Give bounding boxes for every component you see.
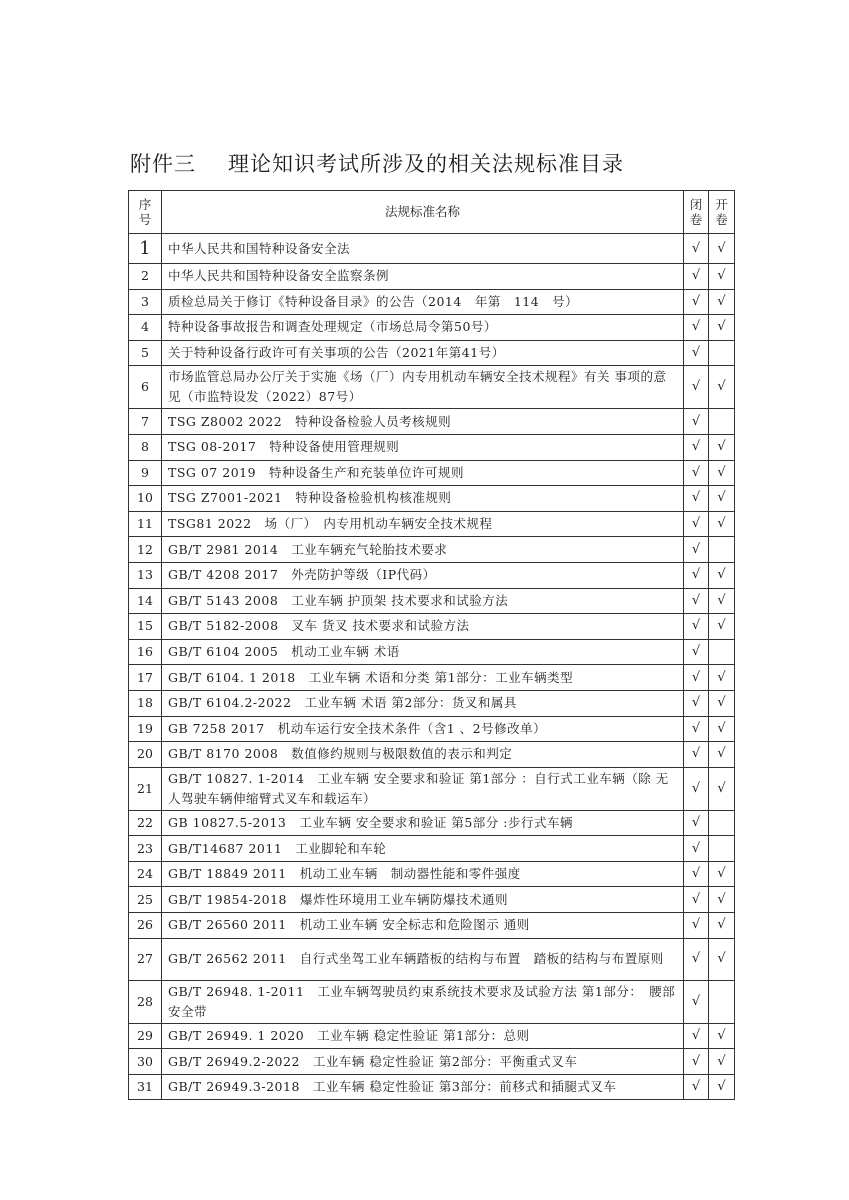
row-open-book-check: √ — [709, 1023, 735, 1049]
row-regulation-name: 特种设备事故报告和调查处理规定（市场总局令第50号） — [162, 315, 684, 341]
row-regulation-name: GB/T 18849 2011 机动工业车辆 制动器性能和零件强度 — [162, 861, 684, 887]
row-open-book-check: √ — [709, 289, 735, 315]
row-open-book-check: √ — [709, 264, 735, 290]
table-row — [129, 588, 735, 614]
row-closed-book-check: √ — [684, 767, 709, 810]
row-regulation-name: GB/T 26560 2011 机动工业车辆 安全标志和危险图示 通则 — [162, 913, 684, 939]
row-number: 12 — [129, 537, 162, 563]
row-closed-book-check: √ — [684, 887, 709, 913]
row-closed-book-check: √ — [684, 264, 709, 290]
table-row — [129, 434, 735, 460]
table-row — [129, 289, 735, 315]
row-open-book-check: √ — [709, 588, 735, 614]
header-closed-book: 闭 卷 — [684, 191, 709, 234]
row-closed-book-check: √ — [684, 289, 709, 315]
row-regulation-name: GB/T 19854-2018 爆炸性环境用工业车辆防爆技术通则 — [162, 887, 684, 913]
table-row — [129, 340, 735, 366]
row-regulation-name: TSG Z7001-2021 特种设备检验机构核准规则 — [162, 486, 684, 512]
row-open-book-check: √ — [709, 366, 735, 409]
row-number: 7 — [129, 409, 162, 435]
row-closed-book-check: √ — [684, 836, 709, 862]
row-number: 3 — [129, 289, 162, 315]
row-regulation-name: 关于特种设备行政许可有关事项的公告（2021年第41号） — [162, 340, 684, 366]
row-open-book-check: √ — [709, 767, 735, 810]
row-number: 31 — [129, 1074, 162, 1100]
row-regulation-name: 中华人民共和国特种设备安全监察条例 — [162, 264, 684, 290]
row-regulation-name: GB/T 26949. 1 2020 工业车辆 稳定性验证 第1部分：总则 — [162, 1023, 684, 1049]
header-no: 序 号 — [129, 191, 162, 234]
row-open-book-check: √ — [709, 434, 735, 460]
row-number: 18 — [129, 690, 162, 716]
row-closed-book-check: √ — [684, 639, 709, 665]
row-number: 5 — [129, 340, 162, 366]
row-number: 4 — [129, 315, 162, 341]
row-number: 24 — [129, 861, 162, 887]
row-number: 29 — [129, 1023, 162, 1049]
row-open-book-check — [709, 836, 735, 862]
row-open-book-check: √ — [709, 742, 735, 768]
row-closed-book-check: √ — [684, 810, 709, 836]
row-number: 17 — [129, 665, 162, 691]
row-closed-book-check: √ — [684, 460, 709, 486]
row-closed-book-check: √ — [684, 913, 709, 939]
row-closed-book-check: √ — [684, 588, 709, 614]
table-row — [129, 1023, 735, 1049]
table-row — [129, 980, 735, 1023]
row-regulation-name: GB/T 10827. 1-2014 工业车辆 安全要求和验证 第1部分 ：自行式工业车辆（除 无人驾驶车辆伸缩臂式叉车和载运车） — [162, 767, 684, 810]
row-regulation-name: GB/T 8170 2008 数值修约规则与极限数值的表示和判定 — [162, 742, 684, 768]
table-row — [129, 264, 735, 290]
header-name: 法规标准名称 — [162, 191, 684, 234]
row-number: 2 — [129, 264, 162, 290]
row-open-book-check: √ — [709, 861, 735, 887]
row-open-book-check: √ — [709, 315, 735, 341]
table-row — [129, 511, 735, 537]
row-open-book-check: √ — [709, 887, 735, 913]
table-row — [129, 938, 735, 980]
row-closed-book-check: √ — [684, 980, 709, 1023]
row-open-book-check — [709, 409, 735, 435]
row-number: 10 — [129, 486, 162, 512]
row-number: 14 — [129, 588, 162, 614]
row-number: 13 — [129, 562, 162, 588]
row-regulation-name: GB/T 6104 2005 机动工业车辆 术语 — [162, 639, 684, 665]
row-regulation-name: GB/T 26562 2011 自行式坐驾工业车辆踏板的结构与布置 踏板的结构与布置原则 — [162, 938, 684, 980]
row-closed-book-check: √ — [684, 486, 709, 512]
row-closed-book-check: √ — [684, 861, 709, 887]
row-number: 15 — [129, 614, 162, 640]
row-regulation-name: GB/T 26949.3-2018 工业车辆 稳定性验证 第3部分：前移式和插腿式叉车 — [162, 1074, 684, 1100]
row-open-book-check: √ — [709, 913, 735, 939]
row-closed-book-check: √ — [684, 938, 709, 980]
row-regulation-name: 质检总局关于修订《特种设备目录》的公告（2014 年第 114 号） — [162, 289, 684, 315]
row-regulation-name: GB/T 26948. 1-2011 工业车辆驾驶员约束系统技术要求及试验方法 第1部分： 腰部安全带 — [162, 980, 684, 1023]
row-closed-book-check: √ — [684, 315, 709, 341]
row-open-book-check: √ — [709, 511, 735, 537]
row-open-book-check: √ — [709, 614, 735, 640]
table-row — [129, 887, 735, 913]
row-regulation-name: GB/T 2981 2014 工业车辆充气轮胎技术要求 — [162, 537, 684, 563]
table-row — [129, 716, 735, 742]
title-text: 理论知识考试所涉及的相关法规标准目录 — [228, 152, 624, 176]
row-regulation-name: GB/T14687 2011 工业脚轮和车轮 — [162, 836, 684, 862]
row-regulation-name: GB/T 5182-2008 叉车 货叉 技术要求和试验方法 — [162, 614, 684, 640]
table-row — [129, 742, 735, 768]
table-row — [129, 1074, 735, 1100]
table-row — [129, 767, 735, 810]
row-open-book-check: √ — [709, 1049, 735, 1075]
row-regulation-name: GB/T 26949.2-2022 工业车辆 稳定性验证 第2部分：平衡重式叉车 — [162, 1049, 684, 1075]
row-open-book-check — [709, 340, 735, 366]
row-open-book-check — [709, 537, 735, 563]
row-closed-book-check: √ — [684, 562, 709, 588]
row-closed-book-check: √ — [684, 742, 709, 768]
row-number: 23 — [129, 836, 162, 862]
title-prefix: 附件三 — [130, 152, 196, 176]
row-number: 25 — [129, 887, 162, 913]
row-regulation-name: GB/T 4208 2017 外壳防护等级（IP代码） — [162, 562, 684, 588]
table-row — [129, 315, 735, 341]
row-open-book-check: √ — [709, 486, 735, 512]
table-row — [129, 366, 735, 409]
row-closed-book-check: √ — [684, 1049, 709, 1075]
row-closed-book-check: √ — [684, 434, 709, 460]
row-open-book-check: √ — [709, 562, 735, 588]
table-row — [129, 234, 735, 264]
row-closed-book-check: √ — [684, 537, 709, 563]
table-row — [129, 913, 735, 939]
row-number: 20 — [129, 742, 162, 768]
row-number: 28 — [129, 980, 162, 1023]
row-open-book-check: √ — [709, 716, 735, 742]
table-row — [129, 810, 735, 836]
row-number: 9 — [129, 460, 162, 486]
table-row — [129, 836, 735, 862]
table-row — [129, 639, 735, 665]
row-regulation-name: TSG Z8002 2022 特种设备检验人员考核规则 — [162, 409, 684, 435]
row-open-book-check: √ — [709, 460, 735, 486]
row-open-book-check — [709, 639, 735, 665]
row-regulation-name: TSG81 2022 场（厂） 内专用机动车辆安全技术规程 — [162, 511, 684, 537]
row-number: 16 — [129, 639, 162, 665]
row-regulation-name: GB/T 6104. 1 2018 工业车辆 术语和分类 第1部分：工业车辆类型 — [162, 665, 684, 691]
row-closed-book-check: √ — [684, 1074, 709, 1100]
row-open-book-check: √ — [709, 938, 735, 980]
table-row — [129, 409, 735, 435]
row-closed-book-check: √ — [684, 690, 709, 716]
row-number: 1 — [129, 234, 162, 264]
table-row — [129, 665, 735, 691]
row-open-book-check: √ — [709, 1074, 735, 1100]
row-regulation-name: 市场监管总局办公厅关于实施《场（厂）内专用机动车辆安全技术规程》有关 事项的意见（市监特设发（2022）87号） — [162, 366, 684, 409]
table-header-row — [129, 191, 735, 234]
table-row — [129, 861, 735, 887]
row-open-book-check: √ — [709, 234, 735, 264]
row-closed-book-check: √ — [684, 234, 709, 264]
row-regulation-name: GB/T 6104.2-2022 工业车辆 术语 第2部分：货叉和属具 — [162, 690, 684, 716]
row-regulation-name: GB 7258 2017 机动车运行安全技术条件（含1 、2号修改单） — [162, 716, 684, 742]
row-number: 30 — [129, 1049, 162, 1075]
table-row — [129, 1049, 735, 1075]
table-row — [129, 690, 735, 716]
row-regulation-name: TSG 08-2017 特种设备使用管理规则 — [162, 434, 684, 460]
row-closed-book-check: √ — [684, 409, 709, 435]
table-row — [129, 460, 735, 486]
row-number: 21 — [129, 767, 162, 810]
row-number: 11 — [129, 511, 162, 537]
row-closed-book-check: √ — [684, 614, 709, 640]
row-number: 19 — [129, 716, 162, 742]
row-open-book-check — [709, 810, 735, 836]
row-closed-book-check: √ — [684, 511, 709, 537]
row-open-book-check: √ — [709, 665, 735, 691]
regulations-table — [128, 190, 735, 1100]
table-row — [129, 486, 735, 512]
table-row — [129, 537, 735, 563]
page-title — [130, 148, 624, 178]
row-regulation-name: TSG 07 2019 特种设备生产和充装单位许可规则 — [162, 460, 684, 486]
row-number: 27 — [129, 938, 162, 980]
table-row — [129, 614, 735, 640]
row-closed-book-check: √ — [684, 716, 709, 742]
table-row — [129, 562, 735, 588]
row-closed-book-check: √ — [684, 1023, 709, 1049]
row-regulation-name: GB/T 5143 2008 工业车辆 护顶架 技术要求和试验方法 — [162, 588, 684, 614]
row-closed-book-check: √ — [684, 340, 709, 366]
row-number: 26 — [129, 913, 162, 939]
row-closed-book-check: √ — [684, 665, 709, 691]
row-regulation-name: 中华人民共和国特种设备安全法 — [162, 234, 684, 264]
row-regulation-name: GB 10827.5-2013 工业车辆 安全要求和验证 第5部分 :步行式车辆 — [162, 810, 684, 836]
row-open-book-check: √ — [709, 690, 735, 716]
row-number: 6 — [129, 366, 162, 409]
header-open-book: 开 卷 — [709, 191, 735, 234]
row-number: 22 — [129, 810, 162, 836]
row-number: 8 — [129, 434, 162, 460]
row-open-book-check — [709, 980, 735, 1023]
row-closed-book-check: √ — [684, 366, 709, 409]
